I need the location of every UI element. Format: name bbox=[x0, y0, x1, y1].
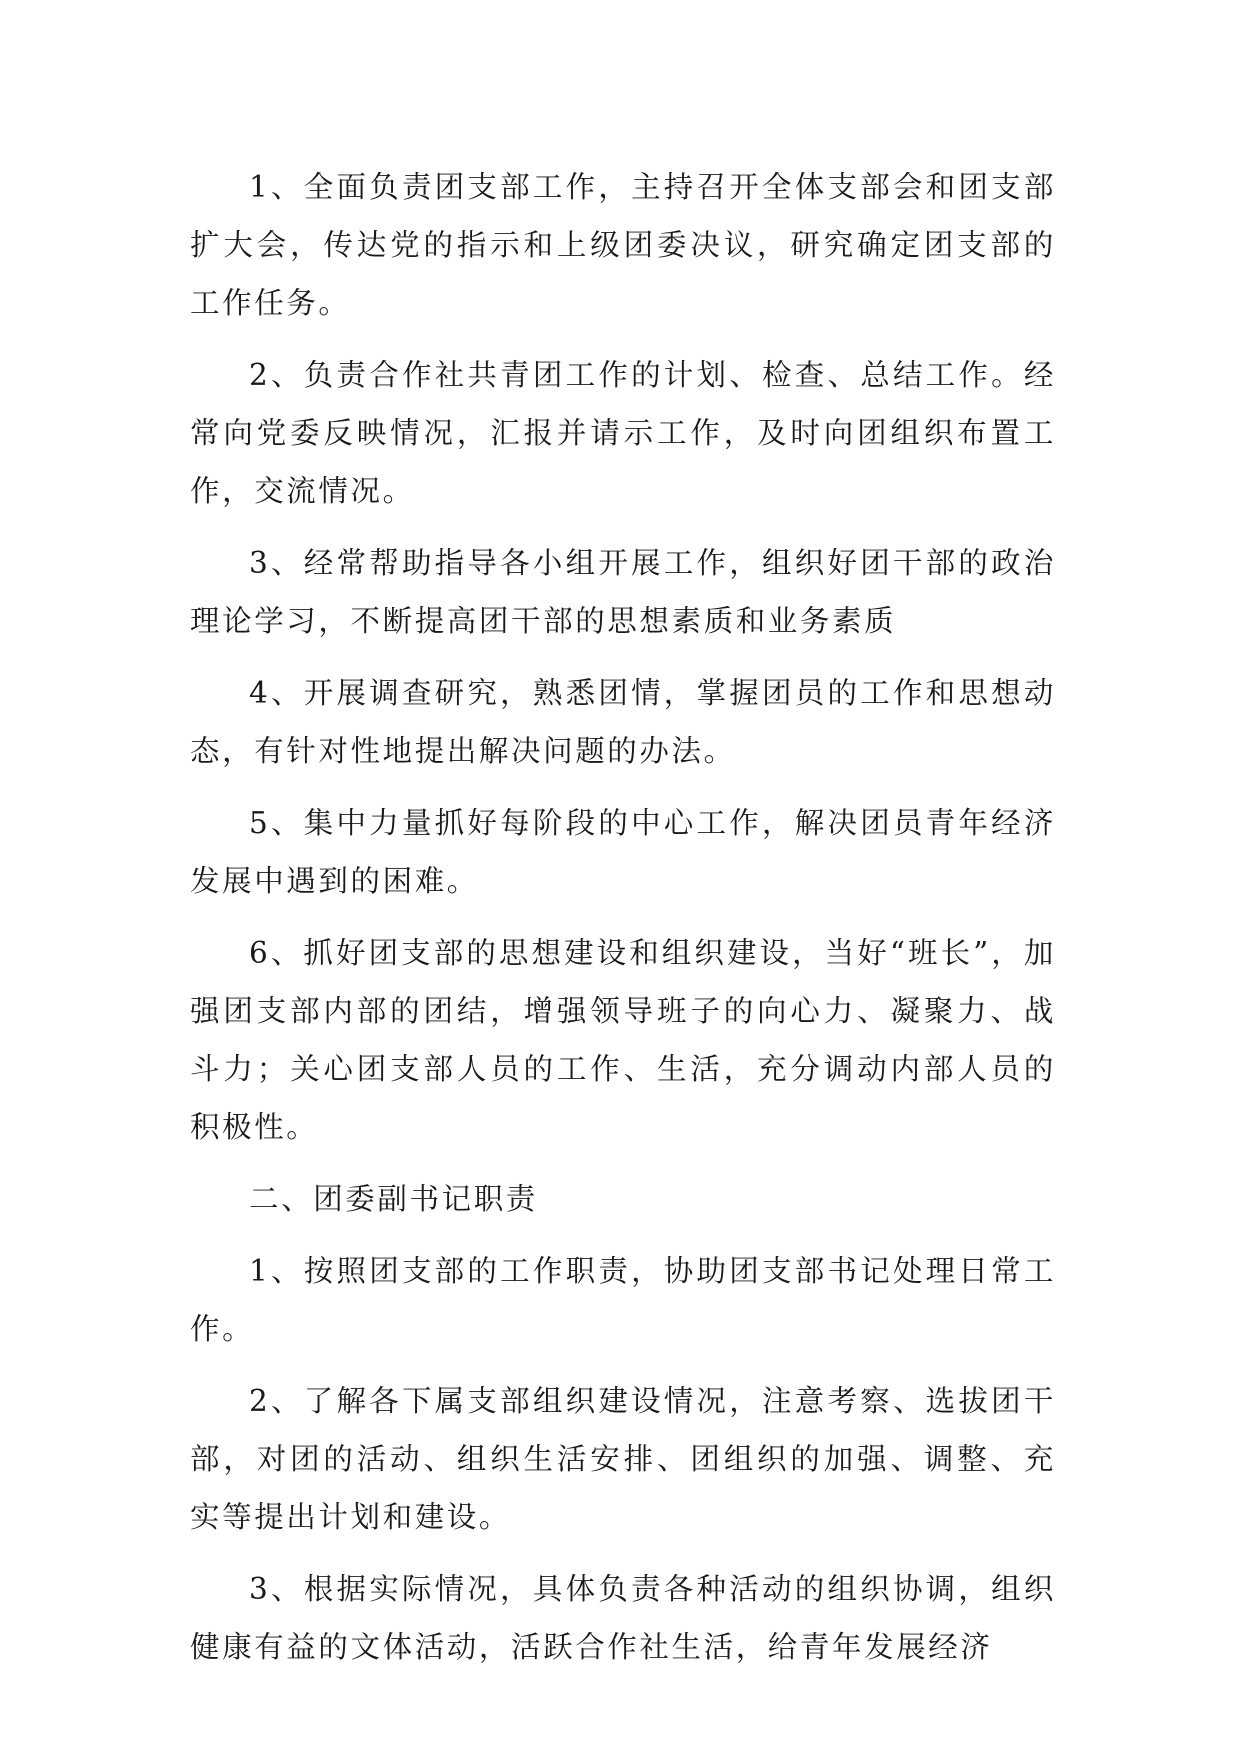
section-heading: 二、团委副书记职责 bbox=[249, 1182, 538, 1216]
paragraph-4: 4、开展调查研究，熟悉团情，掌握团员的工作和思想动态，有针对性地提出解决问题的办法。 bbox=[190, 676, 1056, 768]
document-body bbox=[190, 158, 1056, 1690]
paragraph-3: 3、经常帮助指导各小组开展工作，组织好团干部的政治理论学习，不断提高团干部的思想素质和业务素质 bbox=[190, 546, 1056, 638]
paragraph-7: 1、按照团支部的工作职责，协助团支部书记处理日常工作。 bbox=[190, 1254, 1056, 1346]
paragraph-1: 1、全面负责团支部工作，主持召开全体支部会和团支部扩大会，传达党的指示和上级团委决议，研究确定团支部的工作任务。 bbox=[190, 170, 1056, 320]
paragraph-9: 3、根据实际情况，具体负责各种活动的组织协调，组织健康有益的文体活动，活跃合作社生活，给青年发展经济 bbox=[190, 1572, 1056, 1664]
paragraph-2: 2、负责合作社共青团工作的计划、检查、总结工作。经常向党委反映情况，汇报并请示工作，及时向团组织布置工作，交流情况。 bbox=[190, 358, 1056, 508]
paragraph-5: 5、集中力量抓好每阶段的中心工作，解决团员青年经济发展中遇到的困难。 bbox=[190, 806, 1056, 898]
paragraph-8: 2、了解各下属支部组织建设情况，注意考察、选拔团干部，对团的活动、组织生活安排、团组织的加强、调整、充实等提出计划和建设。 bbox=[190, 1384, 1056, 1534]
paragraph-6: 6、抓好团支部的思想建设和组织建设，当好“班长”，加强团支部内部的团结，增强领导班子的向心力、凝聚力、战斗力；关心团支部人员的工作、生活，充分调动内部人员的积极性。 bbox=[190, 936, 1056, 1144]
